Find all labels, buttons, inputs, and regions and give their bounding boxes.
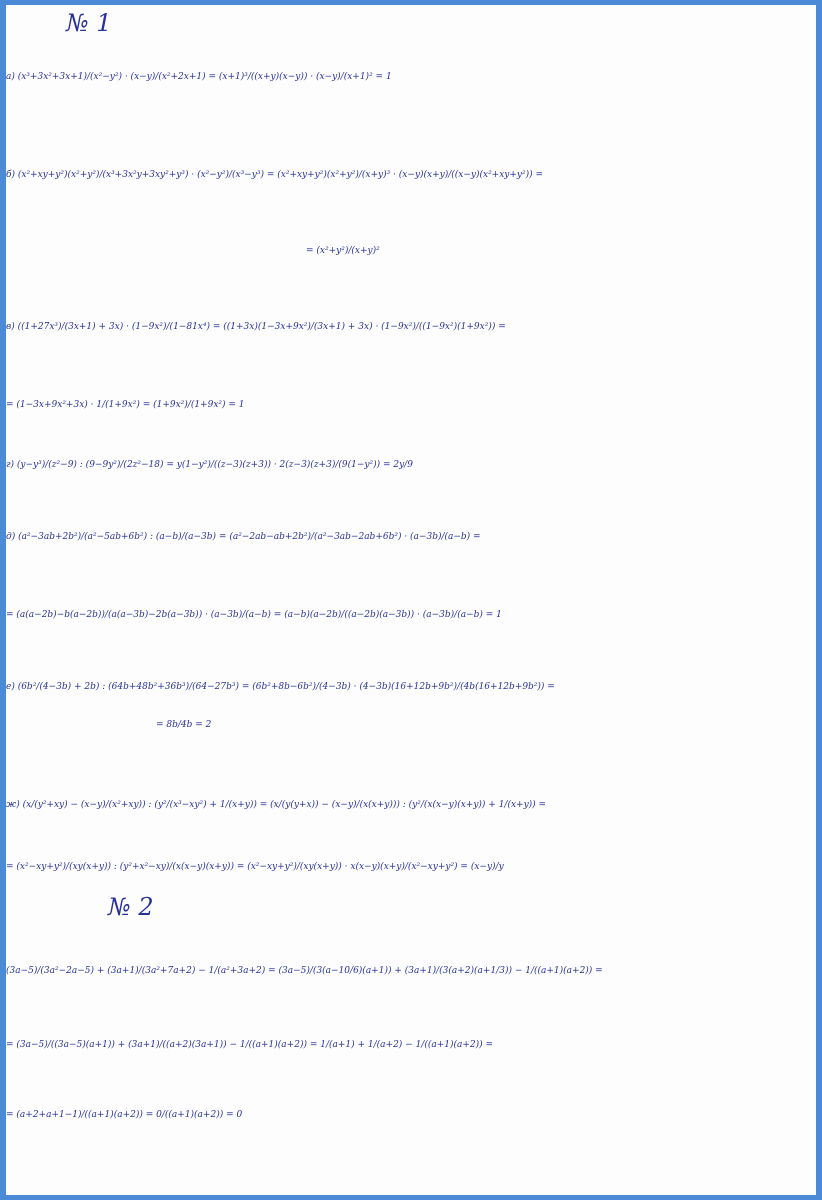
math-line: = (x²−xy+y²)/(xy(x+y)) : (y²+x²−xy)/(x(x−y)(x+y)) = (x²−xy+y²)/(xy(x+y)) · x(x−y)(x+y)/(x²−xy+y²) = (x−y)/y xyxy=(6,862,504,872)
math-line: е) (6b²/(4−3b) + 2b) : (64b+48b²+36b³)/(64−27b³) = (6b²+8b−6b²)/(4−3b) · (4−3b)(16+12b+9b²)/(4b(16+12b+9b²)) = xyxy=(6,682,555,692)
math-line: в) ((1+27x³)/(3x+1) + 3x) · (1−9x²)/(1−81x⁴) = ((1+3x)(1−3x+9x²)/(3x+1) + 3x) · (1−9x²)/((1−9x²)(1+9x²)) = xyxy=(6,322,506,332)
math-line: = (x²+y²)/(x+y)² xyxy=(306,246,380,256)
math-line: (3a−5)/(3a²−2a−5) + (3a+1)/(3a²+7a+2) − 1/(a²+3a+2) = (3a−5)/(3(a−10/6)(a+1)) + (3a+1)/(3(a+2)(a+1/3)) − 1/((a+1)(a+2)) = xyxy=(6,966,603,976)
task-1-heading: № 1 xyxy=(66,9,112,37)
math-line: б) (x²+xy+y²)(x²+y²)/(x³+3x²y+3xy²+y³) · (x²−y²)/(x³−y³) = (x²+xy+y²)(x²+y²)/(x+y)³ · (x−y)(x+y)/((x−y)(x²+xy+y²)) = xyxy=(6,170,544,180)
task-2-heading: № 2 xyxy=(108,893,154,921)
math-line: а) (x³+3x²+3x+1)/(x²−y²) · (x−y)/(x²+2x+1) = (x+1)³/((x+y)(x−y)) · (x−y)/(x+1)² = 1 xyxy=(6,72,392,82)
math-line: д) (a²−3ab+2b²)/(a²−5ab+6b²) : (a−b)/(a−3b) = (a²−2ab−ab+2b²)/(a²−3ab−2ab+6b²) · (a−3b)/(a−b) = xyxy=(6,532,481,542)
math-line: = (1−3x+9x²+3x) · 1/(1+9x²) = (1+9x²)/(1+9x²) = 1 xyxy=(6,400,245,410)
math-line: г) (y−y³)/(z²−9) : (9−9y²)/(2z²−18) = y(1−y²)/((z−3)(z+3)) · 2(z−3)(z+3)/(9(1−y²)) = 2y/9 xyxy=(6,460,413,470)
math-line: ж) (x/(y²+xy) − (x−y)/(x²+xy)) : (y²/(x³−xy²) + 1/(x+y)) = (x/(y(y+x)) − (x−y)/(x(x+y))) : (y²/(x(x−y)(x+y)) + 1/(x+y)) = xyxy=(6,800,547,810)
math-line: = (a(a−2b)−b(a−2b))/(a(a−3b)−2b(a−3b)) · (a−3b)/(a−b) = (a−b)(a−2b)/((a−2b)(a−3b)) · (a−3b)/(a−b) = 1 xyxy=(6,610,502,620)
math-line: = (a+2+a+1−1)/((a+1)(a+2)) = 0/((a+1)(a+2)) = 0 xyxy=(6,1110,243,1120)
notebook-page xyxy=(6,5,816,1195)
math-line: = 8b/4b = 2 xyxy=(156,720,212,730)
math-line: = (3a−5)/((3a−5)(a+1)) + (3a+1)/((a+2)(3a+1)) − 1/((a+1)(a+2)) = 1/(a+1) + 1/(a+2) − 1/((a+1)(a+2)) = xyxy=(6,1040,494,1050)
